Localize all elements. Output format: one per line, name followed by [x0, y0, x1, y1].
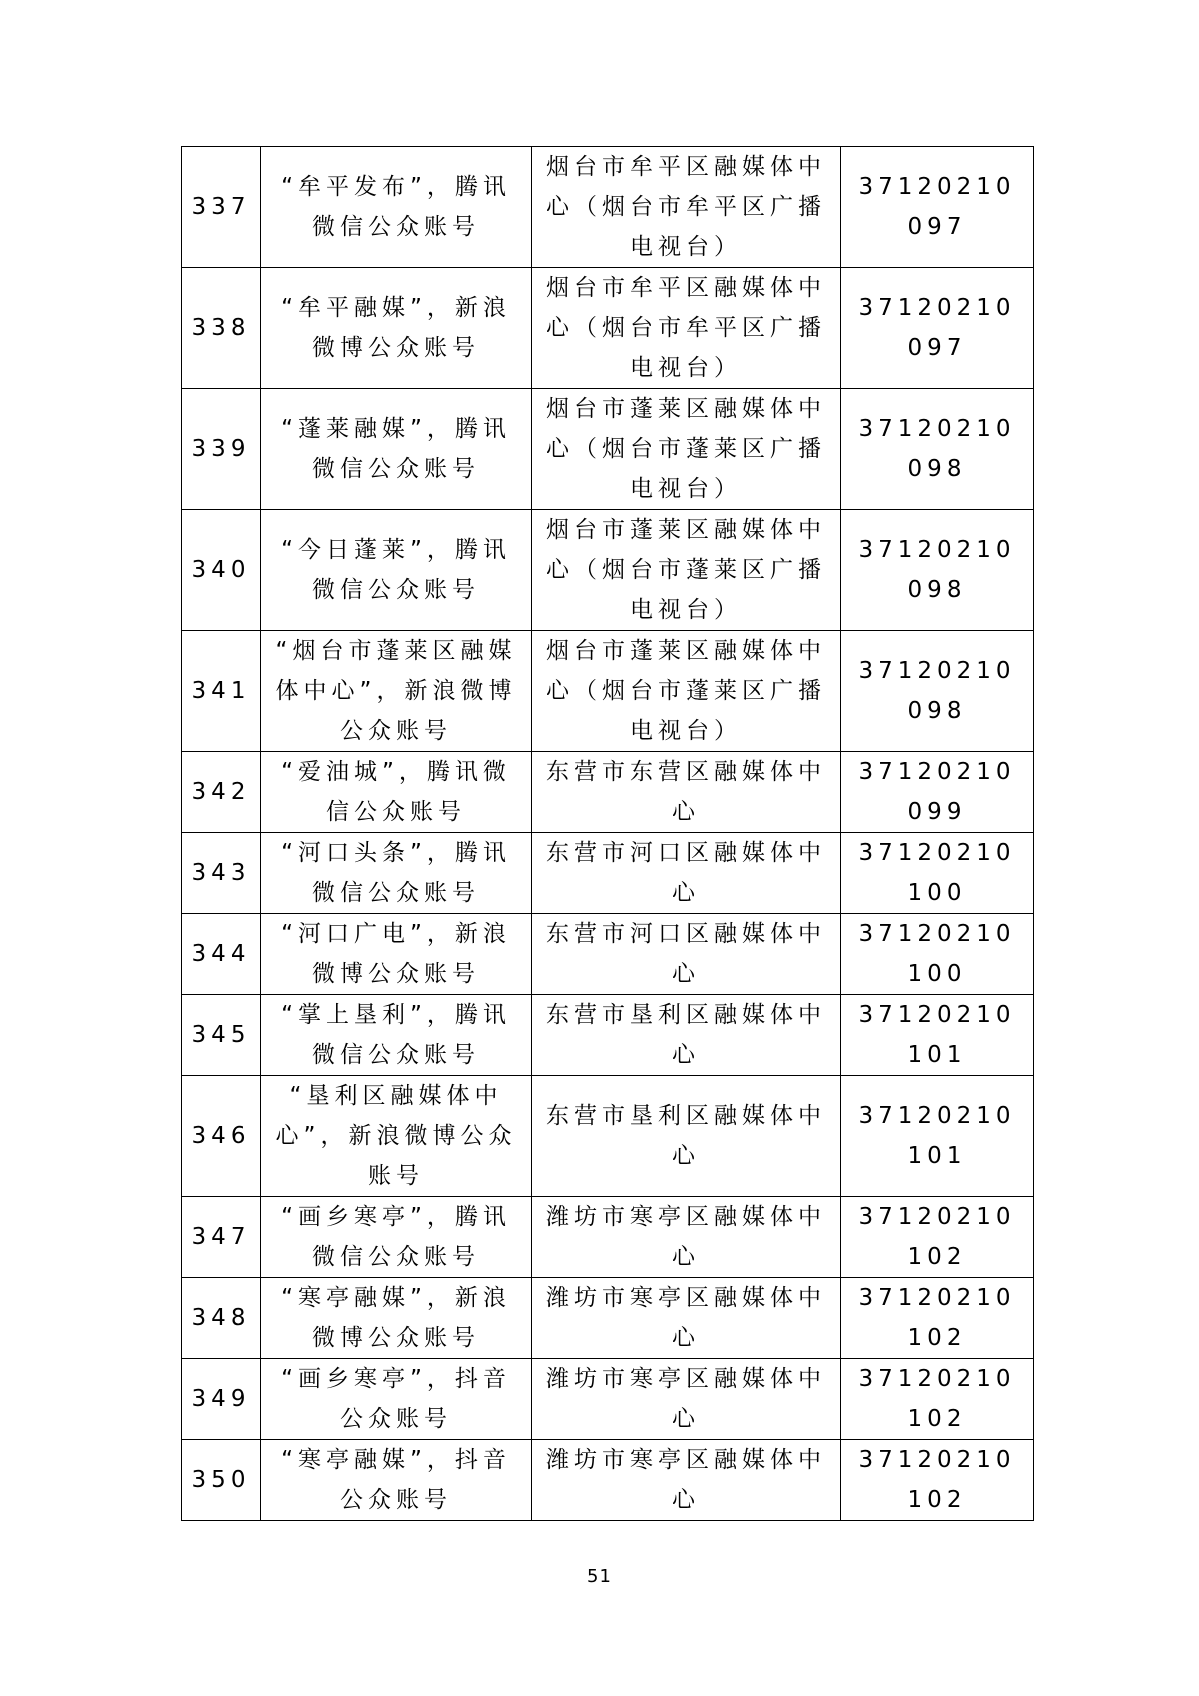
row-number: 343 [182, 833, 261, 914]
registry-table [181, 146, 1034, 1521]
table-row [182, 1278, 1034, 1359]
organization-name: 烟台市蓬莱区融媒体中心（烟台市蓬莱区广播电视台） [532, 389, 841, 510]
registration-code: 37120210100 [841, 914, 1034, 995]
registration-code: 37120210101 [841, 1076, 1034, 1197]
registration-code: 37120210097 [841, 147, 1034, 268]
row-number: 342 [182, 752, 261, 833]
page-number: 51 [587, 1566, 612, 1587]
organization-name: 烟台市蓬莱区融媒体中心（烟台市蓬莱区广播电视台） [532, 510, 841, 631]
account-name: “烟台市蓬莱区融媒体中心”，新浪微博公众账号 [261, 631, 532, 752]
registration-code: 37120210101 [841, 995, 1034, 1076]
table-row [182, 147, 1034, 268]
organization-name: 东营市河口区融媒体中心 [532, 914, 841, 995]
registration-code: 37120210099 [841, 752, 1034, 833]
row-number: 348 [182, 1278, 261, 1359]
row-number: 341 [182, 631, 261, 752]
table-row [182, 1197, 1034, 1278]
account-name: “今日蓬莱”，腾讯微信公众账号 [261, 510, 532, 631]
row-number: 337 [182, 147, 261, 268]
account-name: “画乡寒亭”，抖音公众账号 [261, 1359, 532, 1440]
organization-name: 东营市河口区融媒体中心 [532, 833, 841, 914]
account-name: “蓬莱融媒”，腾讯微信公众账号 [261, 389, 532, 510]
organization-name: 烟台市牟平区融媒体中心（烟台市牟平区广播电视台） [532, 147, 841, 268]
account-name: “寒亭融媒”，抖音公众账号 [261, 1440, 532, 1521]
table-row [182, 833, 1034, 914]
table-row [182, 1440, 1034, 1521]
account-name: “寒亭融媒”，新浪微博公众账号 [261, 1278, 532, 1359]
organization-name: 潍坊市寒亭区融媒体中心 [532, 1197, 841, 1278]
organization-name: 潍坊市寒亭区融媒体中心 [532, 1440, 841, 1521]
organization-name: 东营市垦利区融媒体中心 [532, 995, 841, 1076]
row-number: 350 [182, 1440, 261, 1521]
row-number: 346 [182, 1076, 261, 1197]
row-number: 345 [182, 995, 261, 1076]
table-row [182, 268, 1034, 389]
organization-name: 东营市东营区融媒体中心 [532, 752, 841, 833]
account-name: “牟平融媒”，新浪微博公众账号 [261, 268, 532, 389]
account-name: “河口广电”，新浪微博公众账号 [261, 914, 532, 995]
organization-name: 潍坊市寒亭区融媒体中心 [532, 1359, 841, 1440]
organization-name: 潍坊市寒亭区融媒体中心 [532, 1278, 841, 1359]
account-name: “画乡寒亭”，腾讯微信公众账号 [261, 1197, 532, 1278]
account-name: “河口头条”，腾讯微信公众账号 [261, 833, 532, 914]
table-row [182, 1359, 1034, 1440]
organization-name: 东营市垦利区融媒体中心 [532, 1076, 841, 1197]
registration-code: 37120210098 [841, 389, 1034, 510]
row-number: 339 [182, 389, 261, 510]
registration-code: 37120210102 [841, 1359, 1034, 1440]
organization-name: 烟台市蓬莱区融媒体中心（烟台市蓬莱区广播电视台） [532, 631, 841, 752]
account-name: “掌上垦利”，腾讯微信公众账号 [261, 995, 532, 1076]
table-row [182, 995, 1034, 1076]
account-name: “牟平发布”，腾讯微信公众账号 [261, 147, 532, 268]
row-number: 347 [182, 1197, 261, 1278]
row-number: 349 [182, 1359, 261, 1440]
registration-code: 37120210097 [841, 268, 1034, 389]
table-row [182, 914, 1034, 995]
row-number: 340 [182, 510, 261, 631]
account-name: “垦利区融媒体中心”，新浪微博公众账号 [261, 1076, 532, 1197]
registration-code: 37120210098 [841, 631, 1034, 752]
table-row [182, 389, 1034, 510]
table-row [182, 510, 1034, 631]
account-name: “爱油城”，腾讯微信公众账号 [261, 752, 532, 833]
table-row [182, 752, 1034, 833]
registration-code: 37120210102 [841, 1440, 1034, 1521]
registration-code: 37120210098 [841, 510, 1034, 631]
registration-code: 37120210100 [841, 833, 1034, 914]
registration-code: 37120210102 [841, 1197, 1034, 1278]
organization-name: 烟台市牟平区融媒体中心（烟台市牟平区广播电视台） [532, 268, 841, 389]
table-row [182, 631, 1034, 752]
table-row [182, 1076, 1034, 1197]
registration-code: 37120210102 [841, 1278, 1034, 1359]
row-number: 338 [182, 268, 261, 389]
row-number: 344 [182, 914, 261, 995]
